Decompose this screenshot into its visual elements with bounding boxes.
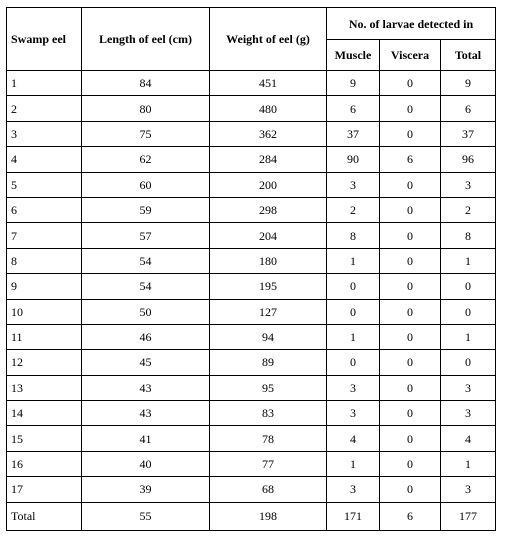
- cell-total: 3: [441, 401, 496, 426]
- cell-viscera: 0: [380, 401, 441, 426]
- cell-total: 8: [441, 223, 496, 248]
- table-row: [7, 121, 496, 146]
- cell-viscera: 0: [380, 375, 441, 400]
- cell-weight: 198: [210, 502, 327, 530]
- header-larvae-group: No. of larvae detected in: [327, 8, 496, 40]
- cell-length: 62: [82, 147, 210, 172]
- cell-total: 37: [441, 121, 496, 146]
- cell-muscle: 0: [327, 299, 380, 324]
- cell-eel: 10: [7, 299, 82, 324]
- cell-muscle: 3: [327, 375, 380, 400]
- table-row: [7, 299, 496, 324]
- cell-length: 84: [82, 71, 210, 96]
- cell-eel: 6: [7, 197, 82, 222]
- cell-weight: 89: [210, 350, 327, 375]
- header-length: Length of eel (cm): [82, 8, 210, 71]
- cell-viscera: 0: [380, 350, 441, 375]
- table-row: [7, 324, 496, 349]
- cell-eel: 8: [7, 248, 82, 273]
- cell-eel: 4: [7, 147, 82, 172]
- cell-muscle: 0: [327, 350, 380, 375]
- table-row: [7, 274, 496, 299]
- cell-length: 57: [82, 223, 210, 248]
- cell-total: 0: [441, 350, 496, 375]
- cell-viscera: 0: [380, 477, 441, 502]
- cell-muscle: 3: [327, 172, 380, 197]
- cell-eel: 2: [7, 96, 82, 121]
- cell-weight: 78: [210, 426, 327, 451]
- cell-viscera: 0: [380, 248, 441, 273]
- table-body: [7, 71, 496, 531]
- header-viscera: Viscera: [380, 40, 441, 71]
- cell-weight: 298: [210, 197, 327, 222]
- table-row: [7, 477, 496, 502]
- cell-muscle: 90: [327, 147, 380, 172]
- cell-length: 75: [82, 121, 210, 146]
- cell-weight: 77: [210, 451, 327, 476]
- cell-weight: 68: [210, 477, 327, 502]
- table-row: [7, 147, 496, 172]
- header-total: Total: [441, 40, 496, 71]
- cell-eel: 7: [7, 223, 82, 248]
- header-swamp-eel: Swamp eel: [7, 8, 82, 71]
- cell-weight: 200: [210, 172, 327, 197]
- cell-viscera: 6: [380, 147, 441, 172]
- cell-viscera: 0: [380, 71, 441, 96]
- cell-length: 60: [82, 172, 210, 197]
- cell-weight: 284: [210, 147, 327, 172]
- cell-weight: 180: [210, 248, 327, 273]
- cell-length: 50: [82, 299, 210, 324]
- cell-length: 39: [82, 477, 210, 502]
- cell-viscera: 0: [380, 299, 441, 324]
- cell-viscera: 0: [380, 223, 441, 248]
- table-row: [7, 223, 496, 248]
- cell-muscle: 1: [327, 248, 380, 273]
- cell-eel: 1: [7, 71, 82, 96]
- cell-total: 0: [441, 274, 496, 299]
- cell-viscera: 0: [380, 274, 441, 299]
- cell-eel: 16: [7, 451, 82, 476]
- cell-length: 43: [82, 375, 210, 400]
- cell-muscle: 9: [327, 71, 380, 96]
- table-row: [7, 426, 496, 451]
- cell-length: 45: [82, 350, 210, 375]
- cell-length: 43: [82, 401, 210, 426]
- cell-weight: 94: [210, 324, 327, 349]
- cell-muscle: 2: [327, 197, 380, 222]
- cell-total: 3: [441, 375, 496, 400]
- table-row: [7, 248, 496, 273]
- cell-length: 54: [82, 274, 210, 299]
- cell-eel: 9: [7, 274, 82, 299]
- cell-viscera: 0: [380, 172, 441, 197]
- table-row-total: [7, 502, 496, 530]
- header-muscle: Muscle: [327, 40, 380, 71]
- cell-weight: 480: [210, 96, 327, 121]
- cell-total: 9: [441, 71, 496, 96]
- cell-muscle: 4: [327, 426, 380, 451]
- cell-muscle: 6: [327, 96, 380, 121]
- cell-viscera: 6: [380, 502, 441, 530]
- cell-muscle: 0: [327, 274, 380, 299]
- table-row: [7, 71, 496, 96]
- cell-weight: 83: [210, 401, 327, 426]
- cell-total: 96: [441, 147, 496, 172]
- cell-muscle: 171: [327, 502, 380, 530]
- cell-muscle: 3: [327, 477, 380, 502]
- table-row: [7, 96, 496, 121]
- cell-length: 80: [82, 96, 210, 121]
- cell-eel: 11: [7, 324, 82, 349]
- cell-eel: 3: [7, 121, 82, 146]
- cell-weight: 95: [210, 375, 327, 400]
- cell-muscle: 3: [327, 401, 380, 426]
- cell-eel: 14: [7, 401, 82, 426]
- cell-total: 3: [441, 172, 496, 197]
- cell-total: 1: [441, 248, 496, 273]
- cell-viscera: 0: [380, 96, 441, 121]
- cell-eel: 5: [7, 172, 82, 197]
- cell-length: 46: [82, 324, 210, 349]
- cell-muscle: 1: [327, 324, 380, 349]
- cell-muscle: 1: [327, 451, 380, 476]
- cell-total: 4: [441, 426, 496, 451]
- cell-viscera: 0: [380, 197, 441, 222]
- cell-length: 55: [82, 502, 210, 530]
- table-row: [7, 401, 496, 426]
- cell-viscera: 0: [380, 121, 441, 146]
- cell-viscera: 0: [380, 426, 441, 451]
- cell-length: 41: [82, 426, 210, 451]
- cell-weight: 195: [210, 274, 327, 299]
- table-row: [7, 375, 496, 400]
- cell-viscera: 0: [380, 324, 441, 349]
- cell-eel: 17: [7, 477, 82, 502]
- table-header: [7, 8, 496, 71]
- cell-eel: 12: [7, 350, 82, 375]
- cell-total: 6: [441, 96, 496, 121]
- cell-weight: 127: [210, 299, 327, 324]
- cell-length: 59: [82, 197, 210, 222]
- table-row: [7, 451, 496, 476]
- cell-viscera: 0: [380, 451, 441, 476]
- cell-weight: 362: [210, 121, 327, 146]
- cell-total: 3: [441, 477, 496, 502]
- cell-total: 2: [441, 197, 496, 222]
- cell-length: 40: [82, 451, 210, 476]
- cell-eel: Total: [7, 502, 82, 530]
- cell-weight: 204: [210, 223, 327, 248]
- cell-muscle: 37: [327, 121, 380, 146]
- cell-total: 0: [441, 299, 496, 324]
- cell-eel: 13: [7, 375, 82, 400]
- cell-weight: 451: [210, 71, 327, 96]
- table-row: [7, 172, 496, 197]
- cell-total: 1: [441, 451, 496, 476]
- cell-length: 54: [82, 248, 210, 273]
- table-row: [7, 350, 496, 375]
- table-row: [7, 197, 496, 222]
- eel-larvae-table: [6, 7, 496, 531]
- cell-muscle: 8: [327, 223, 380, 248]
- cell-total: 177: [441, 502, 496, 530]
- header-weight: Weight of eel (g): [210, 8, 327, 71]
- cell-eel: 15: [7, 426, 82, 451]
- cell-total: 1: [441, 324, 496, 349]
